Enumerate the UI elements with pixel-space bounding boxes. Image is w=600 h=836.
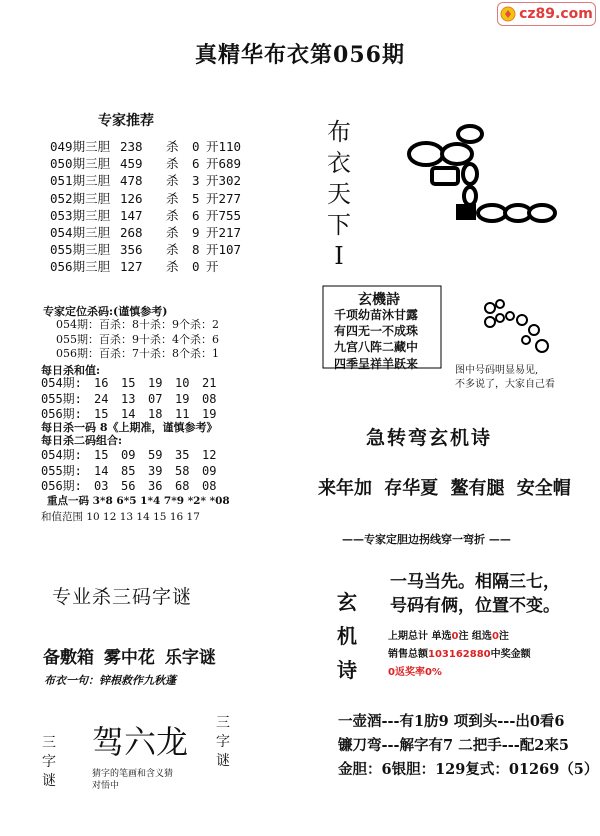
list-item: 054期：百杀：8十杀：9个杀：2 — [56, 318, 219, 331]
divider-caption: ——专家定胆边拐线穿一弯折 —— — [342, 533, 511, 546]
refund-rate — [388, 663, 442, 678]
table-row — [41, 376, 229, 392]
vertical-title — [324, 117, 354, 272]
san-zi-mi-right — [214, 714, 232, 771]
vertical-char: I — [334, 242, 344, 270]
row-cell: 24 — [94, 391, 109, 406]
expert-row — [50, 207, 241, 224]
dingwei-heading: 专家定位杀码:(谨慎参考) — [43, 305, 168, 318]
site-logo-icon — [500, 6, 516, 22]
row-cell: 0 — [192, 259, 200, 275]
sales-total — [388, 645, 531, 660]
row-cell: 478 — [120, 173, 143, 189]
row-cell: 049期三胆 — [50, 139, 111, 154]
row-cell: 356 — [120, 242, 143, 258]
value: 0% — [424, 667, 442, 678]
row-cell: 8 — [192, 242, 200, 258]
row-cell: 21 — [202, 376, 217, 390]
value: 0 — [451, 631, 459, 642]
dingwei-list — [56, 318, 219, 362]
shama-list — [41, 448, 229, 495]
vertical-char: 谜 — [216, 753, 230, 769]
main-poem — [390, 570, 560, 618]
table-row — [41, 464, 229, 480]
row-cell: 054期三胆 — [50, 225, 111, 241]
vertical-char: 天 — [327, 180, 351, 208]
expert-row — [50, 258, 241, 275]
row-cell: 开689 — [206, 156, 242, 172]
row-cell: 9 — [192, 225, 200, 241]
note-line: 不多说了，大家自己看 — [455, 379, 555, 390]
row-cell: 03 — [94, 479, 109, 494]
xuanji-vertical-label — [337, 585, 361, 687]
row-cell: 56 — [121, 479, 136, 494]
row-cell: 147 — [120, 207, 143, 223]
riddle-main-word: 驾六龙 — [92, 723, 189, 761]
row-cell: 19 — [148, 376, 163, 390]
expert-row — [50, 155, 241, 172]
row-label: 054期: — [41, 376, 82, 390]
row-label: 056期: — [41, 407, 82, 422]
row-cell: 459 — [120, 156, 143, 172]
sum-range: 和值范围 10 12 13 14 15 16 17 — [41, 511, 200, 523]
row-cell: 19 — [202, 407, 217, 422]
expert-heading: 专家推荐 — [98, 113, 154, 129]
row-cell: 19 — [175, 391, 190, 406]
row-cell: 6 — [192, 207, 200, 223]
row-cell: 09 — [121, 448, 136, 462]
row-cell: 杀 — [166, 225, 179, 241]
sanma-title: 专业杀三码字谜 — [52, 586, 193, 608]
expert-list — [50, 138, 241, 276]
label: 销售总额 — [388, 649, 428, 660]
row-cell: 051期三胆 — [50, 173, 111, 189]
row-cell: 08 — [202, 391, 217, 406]
row-cell: 杀 — [166, 259, 179, 275]
row-label: 056期: — [41, 479, 82, 494]
three-riddles: 备敷箱 雾中花 乐字谜 — [43, 648, 216, 668]
riddle-banner: 来年加 存华夏 鳌有腿 安全帽 — [318, 478, 571, 499]
row-cell: 08 — [202, 479, 217, 494]
row-cell: 15 — [121, 376, 136, 390]
table-row — [41, 392, 229, 408]
site-badge[interactable] — [497, 2, 596, 26]
row-cell: 开 — [206, 259, 219, 275]
row-cell: 126 — [120, 190, 143, 206]
row-cell: 开110 — [206, 139, 242, 154]
row-cell: 杀 — [166, 156, 179, 172]
vertical-char: 字 — [216, 734, 230, 750]
vertical-char: 玄 — [337, 590, 357, 614]
list-item: 金胆：6银胆：129复式：01269（5） — [338, 761, 599, 778]
vertical-char: 三 — [42, 735, 56, 751]
row-cell: 15 — [94, 448, 109, 462]
xuanji-poem — [334, 307, 418, 372]
row-cell: 11 — [175, 407, 190, 422]
row-cell: 09 — [202, 463, 217, 478]
row-cell: 杀 — [166, 242, 179, 258]
row-cell: 07 — [148, 391, 163, 406]
row-cell: 39 — [148, 463, 163, 478]
list-item: 一壶酒---有1肪9 项到头---出0看6 — [338, 713, 565, 730]
row-cell: 开277 — [206, 190, 242, 206]
row-cell: 053期三胆 — [50, 207, 111, 223]
row-cell: 杀 — [166, 139, 179, 154]
shama2-heading: 每日杀二码组合: — [41, 434, 123, 447]
row-cell: 杀 — [166, 207, 179, 223]
row-cell: 68 — [175, 479, 190, 494]
row-cell: 开755 — [206, 207, 242, 223]
row-cell: 36 — [148, 479, 163, 494]
poem-line: 一马当先。相隔三七， — [390, 572, 560, 592]
vertical-char: 下 — [327, 211, 351, 239]
buyi-sentence: 布衣一句：锌根救作九秋蓬 — [44, 674, 176, 687]
last-total — [388, 627, 509, 642]
row-cell: 杀 — [166, 190, 179, 206]
note-line: 对悟中 — [92, 781, 120, 791]
list-item: 055期：百杀：9十杀：4个杀：6 — [56, 332, 219, 346]
row-cell: 056期三胆 — [50, 259, 111, 275]
vertical-char: 布 — [327, 118, 351, 146]
row-cell: 050期三胆 — [50, 156, 111, 172]
row-label: 055期: — [41, 391, 82, 406]
row-cell: 58 — [175, 463, 190, 478]
poem-line: 四季呈祥羊跃来 — [334, 356, 419, 371]
row-cell: 16 — [94, 376, 109, 390]
label: 注 — [498, 631, 509, 642]
row-cell: 35 — [175, 448, 190, 462]
row-cell: 59 — [148, 448, 163, 462]
vertical-char: 衣 — [327, 149, 351, 177]
poem-line: 号码有俩，位置不变。 — [390, 596, 560, 616]
row-cell: 13 — [121, 391, 136, 406]
row-cell: 85 — [121, 463, 136, 478]
puzzle-figure-image — [400, 120, 570, 230]
list-item: 镰刀弯---解字有7 二把手---配2来5 — [338, 737, 569, 754]
expert-row — [50, 241, 241, 258]
row-cell: 12 — [202, 448, 217, 462]
row-cell: 238 — [120, 139, 143, 154]
row-cell: 268 — [120, 225, 143, 241]
expert-row — [50, 224, 241, 241]
row-cell: 055期三胆 — [50, 242, 111, 258]
row-cell: 14 — [121, 407, 136, 422]
row-cell: 052期三胆 — [50, 190, 111, 206]
expert-row — [50, 190, 241, 207]
row-cell: 0 — [192, 139, 200, 154]
row-cell: 开217 — [206, 225, 242, 241]
vertical-char: 三 — [216, 715, 230, 731]
row-cell: 开302 — [206, 173, 242, 189]
poem-line: 有四无一不成珠 — [334, 324, 419, 339]
row-cell: 5 — [192, 190, 200, 206]
xuanji-heading: 玄機詩 — [358, 292, 400, 308]
row-cell: 6 — [192, 156, 200, 172]
image-note — [455, 364, 555, 392]
note-line: 图中号码明显易见, — [455, 365, 539, 376]
row-cell: 开107 — [206, 242, 242, 258]
row-cell: 127 — [120, 259, 143, 275]
value: 0 — [491, 631, 499, 642]
shama-heading: 每日杀一码 8《上期准，谨慎参考》 — [41, 421, 218, 434]
label: 上期总计 单选 — [388, 631, 452, 642]
list-item: 056期：百杀：7十杀：8个杀：1 — [56, 347, 219, 360]
vertical-char: 字 — [42, 754, 56, 770]
page-title: 真精华布衣第056期 — [195, 42, 405, 68]
label: 0返奖率 — [388, 667, 425, 678]
san-zi-mi-left — [40, 734, 58, 791]
poem-line: 九宫八阵二藏中 — [334, 340, 419, 355]
riddle-title: 急转弯玄机诗 — [366, 427, 493, 449]
value: 103162880 — [428, 649, 491, 660]
expert-row — [50, 138, 241, 155]
small-puzzle-image — [468, 290, 558, 360]
key-number: 重点一码 3*8 6*5 1*4 7*9 *2* *08 — [47, 495, 230, 507]
row-cell: 18 — [148, 407, 163, 422]
row-cell: 15 — [94, 407, 109, 422]
row-label: 055期: — [41, 463, 82, 478]
riddle-note — [92, 768, 173, 792]
row-cell: 14 — [94, 463, 109, 478]
vertical-char: 诗 — [337, 658, 357, 682]
row-label: 054期: — [41, 448, 82, 462]
hezhi-list — [41, 376, 229, 423]
row-cell: 3 — [192, 173, 200, 189]
site-name: cz89.com — [519, 6, 593, 22]
hezhi-heading: 每日杀和值: — [41, 364, 101, 377]
label: 中奖金额 — [490, 649, 531, 660]
riddle-list — [338, 710, 598, 782]
note-line: 猜字的笔画和含义猜 — [92, 769, 174, 779]
table-row — [41, 448, 229, 464]
row-cell: 10 — [175, 376, 190, 390]
label: 注 组选 — [458, 631, 492, 642]
vertical-char: 谜 — [42, 773, 56, 789]
expert-row — [50, 172, 241, 189]
row-cell: 杀 — [166, 173, 179, 189]
poem-line: 千项幼苗沐甘露 — [334, 308, 419, 322]
vertical-char: 机 — [337, 624, 357, 648]
